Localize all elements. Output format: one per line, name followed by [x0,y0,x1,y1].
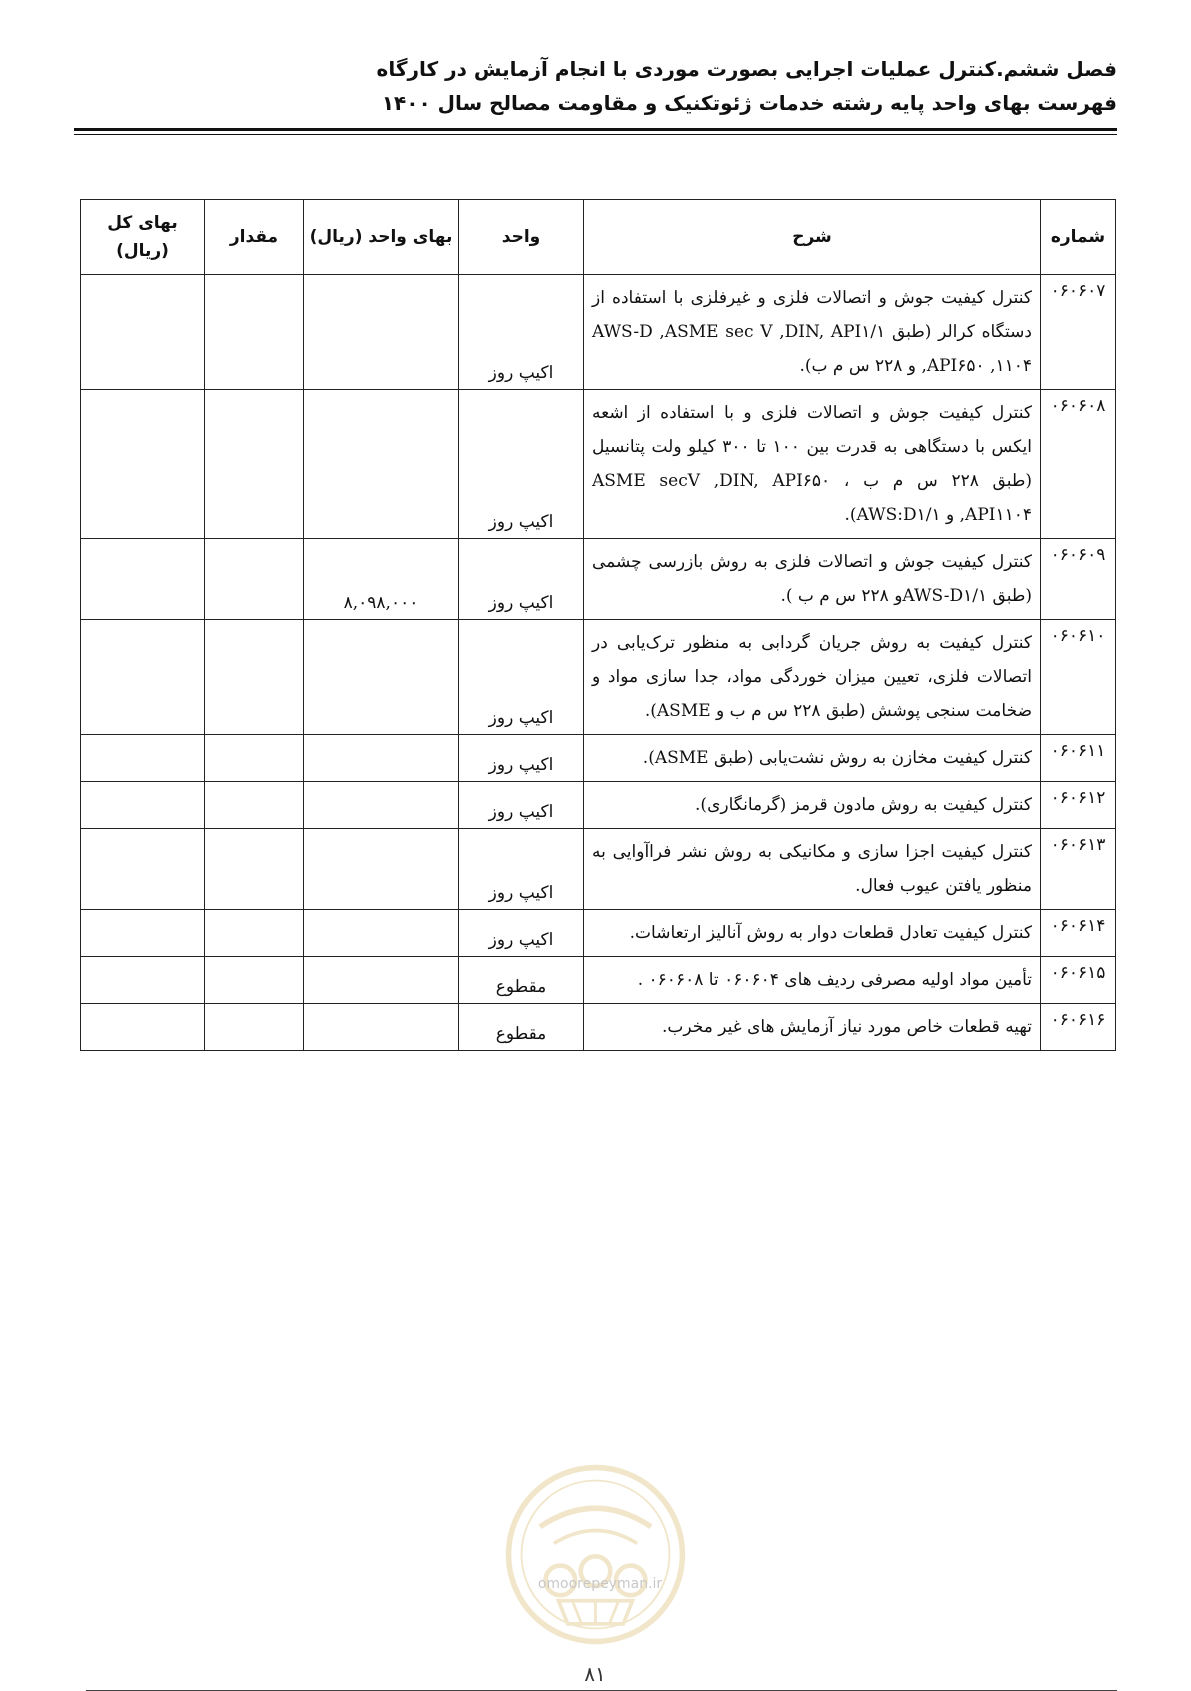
header-rule-thin [74,134,1117,135]
table-row [81,275,1116,390]
row-unit-price [304,275,459,390]
header-total-price: بهای کل (ریال) [81,200,205,275]
table-row [81,620,1116,735]
row-number: ۰۶۰۶۰۸ [1041,390,1116,539]
table-row [81,539,1116,620]
row-unit-price [304,390,459,539]
document-title: فهرست بهای واحد پایه رشته خدمات ژئوتکنیک و مقاومت مصالح سال ۱۴۰۰ [381,91,1117,115]
row-total [81,539,205,620]
row-total [81,275,205,390]
row-unit-price [304,829,459,910]
row-description: کنترل کیفیت اجزا سازی و مکانیکی به روش نشر فراآوایی به منظور یافتن عیوب فعال. [584,829,1041,910]
row-quantity [205,1004,304,1051]
table-row [81,735,1116,782]
table-header-row [81,200,1116,275]
row-unit-price [304,1004,459,1051]
row-description: کنترل کیفیت تعادل قطعات دوار به روش آنالیز ارتعاشات. [584,910,1041,957]
row-description: کنترل کیفیت مخازن به روش نشت‌یابی (طبق ASME). [584,735,1041,782]
row-quantity [205,539,304,620]
row-unit: مقطوع [459,1004,584,1051]
row-number: ۰۶۰۶۱۶ [1041,1004,1116,1051]
header-unit: واحد [459,200,584,275]
table-row [81,910,1116,957]
row-quantity [205,829,304,910]
omoorepeyman-seal-icon [503,1462,688,1647]
row-number: ۰۶۰۶۱۴ [1041,910,1116,957]
row-unit: اکیپ روز [459,782,584,829]
row-total [81,1004,205,1051]
row-total [81,782,205,829]
row-description: کنترل کیفیت به روش جریان گردابی به منظور ترک‌یابی در اتصالات فلزی، تعیین میزان خوردگی مواد، جدا سازی مواد و ضخامت سنجی پوشش (طبق ۲۲۸ س م ب و ASME). [584,620,1041,735]
row-quantity [205,957,304,1004]
row-description: کنترل کیفیت به روش مادون قرمز (گرمانگاری). [584,782,1041,829]
row-quantity [205,620,304,735]
row-unit-price [304,620,459,735]
row-number: ۰۶۰۶۱۲ [1041,782,1116,829]
row-unit: اکیپ روز [459,910,584,957]
row-total [81,390,205,539]
row-unit: اکیپ روز [459,390,584,539]
watermark-url: omoorepeyman.ir [537,1576,663,1592]
table-row [81,1004,1116,1051]
row-unit: اکیپ روز [459,275,584,390]
header-number: شماره [1041,200,1116,275]
row-unit-price [304,782,459,829]
row-description: تأمین مواد اولیه مصرفی ردیف های ۰۶۰۶۰۴ تا ۰۶۰۶۰۸ . [584,957,1041,1004]
row-number: ۰۶۰۶۱۰ [1041,620,1116,735]
row-total [81,620,205,735]
row-description: کنترل کیفیت جوش و اتصالات فلزی و غیرفلزی با استفاده از دستگاه کرالر (طبق AWS-D ,ASME sec V ,DIN, API۱/۱ ,API۶۵۰ ,۱۱۰۴ و ۲۲۸ س م ب). [584,275,1041,390]
row-quantity [205,910,304,957]
row-description: کنترل کیفیت جوش و اتصالات فلزی به روش بازرسی چشمی (طبق AWS-D۱/۱و ۲۲۸ س م ب ). [584,539,1041,620]
table-row [81,782,1116,829]
row-quantity [205,275,304,390]
row-number: ۰۶۰۶۱۱ [1041,735,1116,782]
row-number: ۰۶۰۶۱۵ [1041,957,1116,1004]
row-total [81,735,205,782]
chapter-title: فصل ششم.کنترل عملیات اجرایی بصورت موردی با انجام آزمایش در کارگاه [376,57,1117,81]
row-total [81,910,205,957]
row-unit-price [304,735,459,782]
row-number: ۰۶۰۶۱۳ [1041,829,1116,910]
row-description: کنترل کیفیت جوش و اتصالات فلزی و با استفاده از اشعه ایکس با دستگاهی به قدرت بین ۱۰۰ تا ۳۰۰ کیلو ولت پتانسیل (طبق ۲۲۸ س م ب ، ASME secV ,DIN, API۶۵۰ ,API۱۱۰۴ و AWS:D۱/۱). [584,390,1041,539]
row-unit-price [304,910,459,957]
row-quantity [205,735,304,782]
row-number: ۰۶۰۶۰۹ [1041,539,1116,620]
row-unit-price [304,957,459,1004]
header-rule-thick [74,128,1117,131]
page-header [74,52,1117,120]
row-quantity [205,390,304,539]
row-total [81,957,205,1004]
row-quantity [205,782,304,829]
row-unit: مقطوع [459,957,584,1004]
row-unit: اکیپ روز [459,735,584,782]
header-quantity: مقدار [205,200,304,275]
row-total [81,829,205,910]
row-description: تهیه قطعات خاص مورد نیاز آزمایش های غیر مخرب. [584,1004,1041,1051]
row-number: ۰۶۰۶۰۷ [1041,275,1116,390]
page-number: ۸۱ [584,1662,606,1686]
header-unit-price: بهای واحد (ریال) [304,200,459,275]
row-unit: اکیپ روز [459,829,584,910]
table-row [81,390,1116,539]
row-unit-price: ۸,۰۹۸,۰۰۰ [304,539,459,620]
table-row [81,957,1116,1004]
price-list-table [80,199,1116,1051]
table-row [81,829,1116,910]
row-unit: اکیپ روز [459,539,584,620]
row-unit: اکیپ روز [459,620,584,735]
header-description: شرح [584,200,1041,275]
